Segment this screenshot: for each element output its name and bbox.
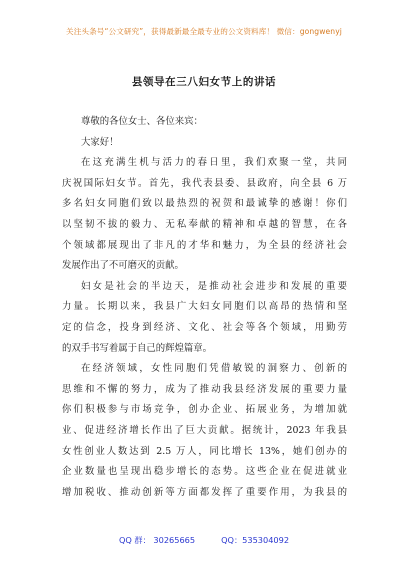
paragraph-line: 业、促进经济增长作出了巨大贡献。据统计，2023 年我县: [62, 424, 347, 436]
promo-header: 关注头条号“公文研究”，获得最新最全最专业的公文资料库！ 微信：gongwenyj: [66, 27, 342, 36]
paragraph-line: 的双手书写着属于自己的辉煌篇章。: [62, 342, 213, 354]
paragraph-line: 庆祝国际妇女节。首先，我代表县委、县政府，向全县 6 万: [62, 177, 347, 189]
paragraph: [62, 153, 347, 277]
paragraph: [62, 359, 347, 503]
paragraph-line: 定的信念，投身到经济、文化、社会等各个领域，用勤劳: [62, 321, 347, 333]
page-title: 县领导在三八妇女节上的讲话: [131, 76, 277, 88]
paragraph-line: 以坚韧不拔的毅力、无私奉献的精神和卓越的智慧，在各: [62, 218, 347, 230]
paragraph-line: 女性创业人数达到 2.5 万人，同比增长 13%，她们创办的: [62, 445, 347, 457]
paragraph-line: 妇女是社会的半边天，是推动社会进步和发展的重要: [81, 280, 347, 292]
paragraph-line: 你们积极参与市场竞争，创办企业、拓展业务，为增加就: [62, 404, 347, 416]
qq-group-text: QQ 群： 30265665: [118, 535, 196, 545]
qq-number-text: QQ：535304092: [221, 535, 290, 545]
paragraph-line: 发展作出了不可磨灭的贡献。: [62, 260, 184, 272]
greeting: 大家好！: [81, 136, 119, 148]
paragraph-line: 在这充满生机与活力的春日里，我们欢聚一堂，共同: [81, 157, 347, 169]
paragraph: [62, 277, 347, 359]
paragraph-line: 个领域都展现出了非凡的才华和魅力，为全县的经济社会: [62, 239, 347, 251]
document-body: [62, 112, 347, 503]
contact-footer: [0, 535, 408, 546]
paragraph-line: 思维和不懈的努力，成为了推动我县经济发展的重要力量: [62, 383, 347, 395]
paragraph-line: 企业数量也呈现出稳步增长的态势。这些企业在促进就业: [62, 466, 347, 478]
salutation: 尊敬的各位女士、各位来宾：: [81, 116, 203, 127]
paragraph-line: 力量。长期以来，我县广大妇女同胞们以高昂的热情和坚: [62, 301, 347, 313]
paragraph-line: 多名妇女同胞们致以最热烈的祝贺和最诚挚的感谢！你们: [62, 198, 347, 210]
paragraph-line: 增加税收、推动创新等方面都发挥了重要作用，为我县的: [62, 486, 347, 498]
paragraph-line: 在经济领域，女性同胞们凭借敏锐的洞察力、创新的: [81, 363, 347, 375]
